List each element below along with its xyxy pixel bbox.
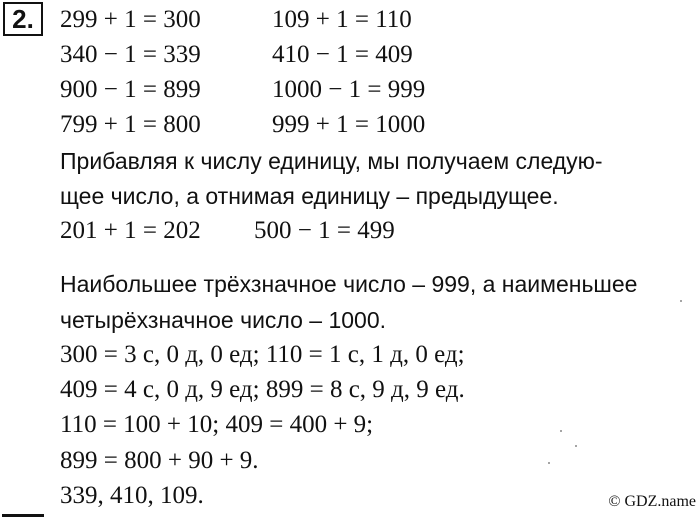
scan-speck (560, 430, 562, 432)
scan-speck (680, 300, 682, 302)
rule-text-line-1: Прибавляя к числу единицу, мы получаем следую- (60, 148, 603, 174)
task-number-badge: 2. (3, 2, 43, 36)
decomposition-line-3: 110 = 100 + 10; 409 = 400 + 9; (60, 411, 374, 438)
decomposition-line-4: 899 = 800 + 90 + 9. (60, 447, 259, 474)
equation-2-left: 340 − 1 = 339 (60, 41, 201, 68)
equation-1-right: 109 + 1 = 110 (272, 6, 412, 33)
decomposition-line-1: 300 = 3 с, 0 д, 0 ед; 110 = 1 с, 1 д, 0 ед; (60, 341, 465, 368)
statement-line-1: Наибольшее трёхзначное число – 999, а наименьшее (60, 271, 638, 297)
equation-3-left: 900 − 1 = 899 (60, 76, 201, 103)
example-right: 500 − 1 = 499 (254, 217, 395, 244)
statement-line-2: четырёхзначное число – 1000. (60, 307, 387, 333)
equation-4-left: 799 + 1 = 800 (60, 111, 201, 138)
answer-line: 339, 410, 109. (60, 482, 204, 509)
decomposition-line-2: 409 = 4 с, 0 д, 9 ед; 899 = 8 с, 9 д, 9 ед. (60, 376, 465, 403)
scan-speck (575, 445, 577, 447)
watermark: © GDZ.name (608, 493, 696, 510)
equation-4-right: 999 + 1 = 1000 (272, 111, 426, 138)
equation-2-right: 410 − 1 = 409 (272, 41, 413, 68)
equation-1-left: 299 + 1 = 300 (60, 6, 201, 33)
equation-3-right: 1000 − 1 = 999 (272, 76, 426, 103)
scan-speck (548, 462, 550, 464)
example-left: 201 + 1 = 202 (60, 217, 201, 244)
rule-text-line-2: щее число, а отнимая единицу – предыдущее. (60, 183, 559, 209)
